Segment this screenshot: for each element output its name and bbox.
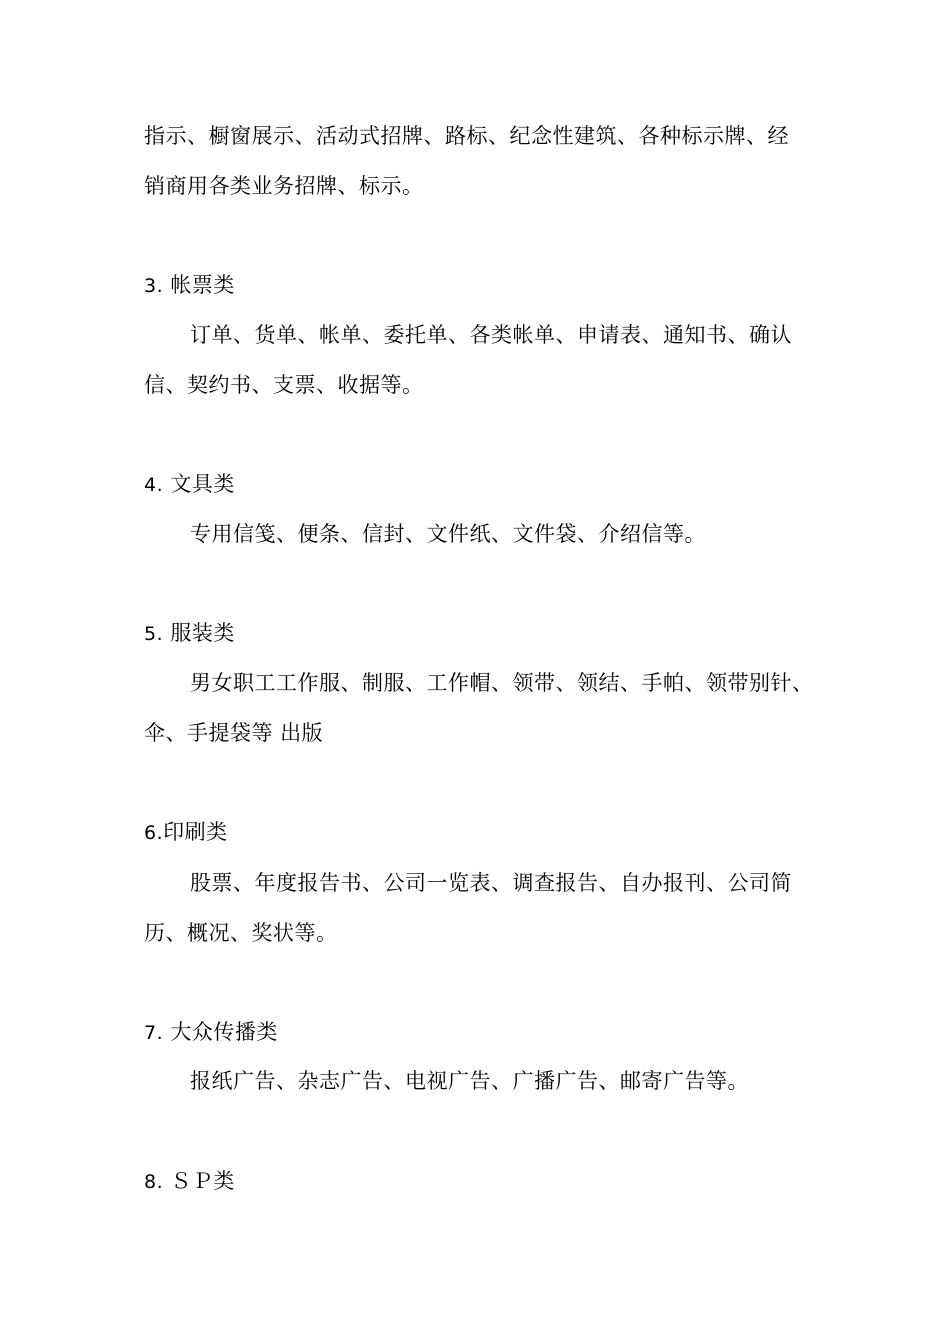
section-number: 3. [144,275,164,297]
section-title: 帐票类 [170,273,235,297]
section-title: 文具类 [170,472,235,496]
section-heading-5 [144,619,235,648]
section-4-line-1: 专用信笺、便条、信封、文件纸、文件袋、介绍信等。 [190,522,706,546]
section-number: 4. [144,474,164,496]
section-5-line-2: 伞、手提袋等 出版 [144,721,324,745]
section-heading-4 [144,470,235,499]
section-6-line-1: 股票、年度报告书、公司一览表、调查报告、自办报刊、公司简 [190,871,792,895]
section-title: ＳＰ类 [170,1169,235,1193]
section-7-line-1: 报纸广告、杂志广告、电视广告、广播广告、邮寄广告等。 [190,1069,749,1093]
section-heading-8 [144,1167,235,1196]
section-number: 5. [144,623,164,645]
section-heading-3 [144,271,235,300]
section-heading-7 [144,1018,278,1047]
section-number: 6. [144,822,164,844]
section-title: 印刷类 [163,820,228,844]
section-title: 大众传播类 [170,1020,278,1044]
intro-line-1: 指示、橱窗展示、活动式招牌、路标、纪念性建筑、各种标示牌、经 [144,124,789,148]
intro-line-2: 销商用各类业务招牌、标示。 [144,174,424,198]
section-3-line-1: 订单、货单、帐单、委托单、各类帐单、申请表、通知书、确认 [190,323,792,347]
section-number: 8. [144,1171,164,1193]
section-number: 7. [144,1022,164,1044]
section-5-line-1: 男女职工工作服、制服、工作帽、领带、领结、手帕、领带别针、 [190,671,814,695]
section-3-line-2: 信、契约书、支票、收据等。 [144,373,424,397]
section-heading-6 [144,818,228,847]
section-6-line-2: 历、概况、奖状等。 [144,921,338,945]
section-title: 服装类 [170,621,235,645]
